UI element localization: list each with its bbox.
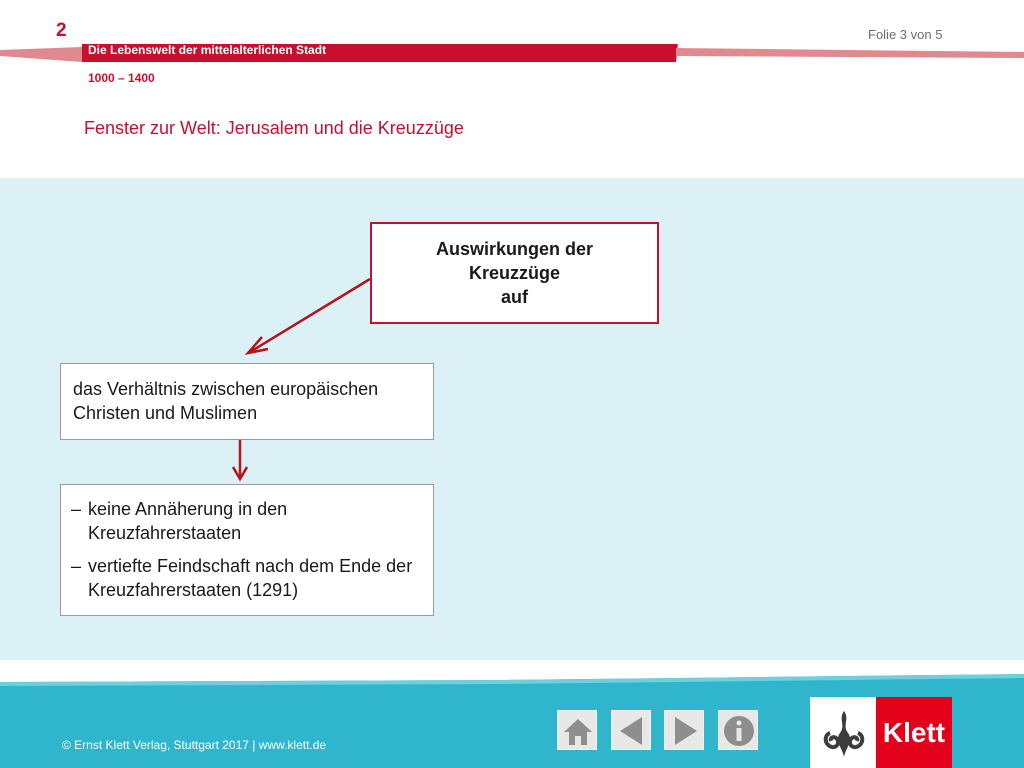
home-icon [558, 711, 598, 751]
chapter-number: 2 [56, 20, 67, 41]
next-button[interactable] [664, 710, 704, 750]
chapter-title: Die Lebenswelt der mittelalterlichen Stadt [88, 43, 327, 57]
effect-item: – keine Annäherung in den Kreuzfahrerstaaten [71, 497, 423, 545]
period: 1000 – 1400 [88, 71, 155, 85]
effects-box [60, 484, 434, 616]
klett-logo [810, 697, 952, 768]
info-button[interactable] [718, 710, 758, 750]
topic-line: auf [501, 287, 528, 307]
previous-button[interactable] [611, 710, 651, 750]
relation-line: das Verhältnis zwischen europäischen [73, 379, 379, 399]
next-icon [665, 711, 705, 751]
klett-wordmark: Klett [876, 697, 952, 768]
topic-box [370, 222, 659, 324]
slide-title: Fenster zur Welt: Jerusalem und die Kreuzzüge [84, 118, 464, 138]
previous-icon [612, 711, 652, 751]
info-icon [719, 711, 759, 751]
relation-box [60, 363, 434, 440]
home-button[interactable] [557, 710, 597, 750]
copyright: © Ernst Klett Verlag, Stuttgart 2017 | www.klett.de [62, 738, 327, 752]
topic-line: Kreuzzüge [468, 263, 560, 283]
topic-line: Auswirkungen der [435, 239, 594, 259]
slide-counter: Folie 3 von 5 [868, 27, 943, 42]
relation-line: Christen und Muslimen [73, 403, 258, 423]
effect-item: – vertiefte Feindschaft nach dem Ende der Kreuzfahrerstaaten (1291) [71, 554, 423, 602]
klett-mark-icon [816, 705, 872, 763]
